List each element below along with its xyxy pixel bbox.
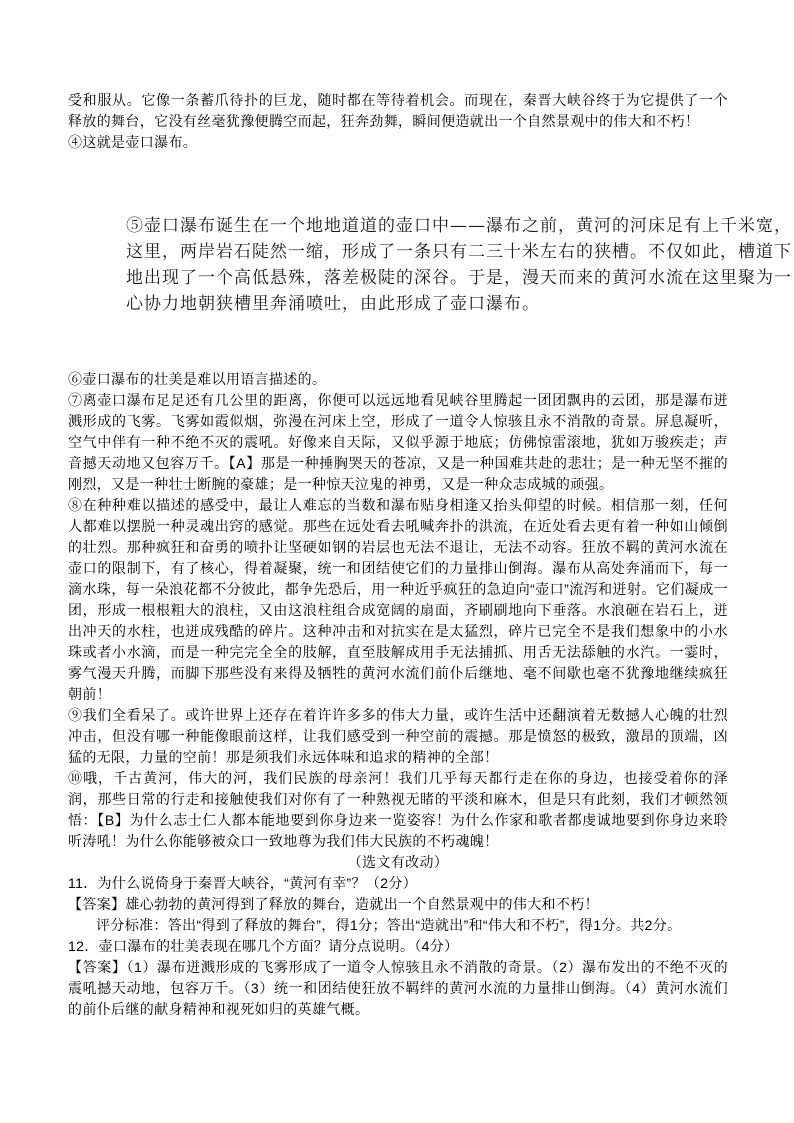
answer-11: 【答案】雄心勃勃的黄河得到了释放的舞台，造就出一个自然景观中的伟大和不朽！ (68, 896, 599, 912)
document-content (68, 90, 792, 1020)
quote-line-1: ⑤壶口瀑布诞生在一个地地道道的壶口中——瀑布之前，黄河的河床足有上千米宽， (126, 216, 792, 236)
continuation-paragraph: 受和服从。它像一条蓄爪待扑的巨龙，随时都在等待着机会。而现在，秦晋大峡谷终于为它提供了一个释放的舞台，它没有丝毫犹豫便腾空而起，狂奔劲舞，瞬间便造就出一个自然景观中的伟大和不朽！ (68, 92, 728, 129)
answer-12: 【答案】（1）瀑布迸溅形成的飞雾形成了一道令人惊骇且永不消散的奇景。（2）瀑布发出的不绝不灭的震吼撼天动地，包容万千。（3）统一和团结使狂放不羁绊的黄河水流的力量排山倒海。（4）黄河水流们的前仆后继的献身精神和视死如归的英雄气概。 (68, 959, 728, 1017)
question-11: 11．为什么说倚身于秦晋大峡谷，“黄河有幸”？（2分） (68, 875, 418, 891)
paragraph-7: ⑦离壶口瀑布足足还有几公里的距离，你便可以远远地看见峡谷里腾起一团团飘冉的云团，那是瀑布迸溅形成的飞雾。飞雾如霞似烟，弥漫在河床上空，形成了一道令人惊骇且永不消散的奇景。屏息凝听，空气中伴有一种不绝不灭的震吼。好像来自天际，又似乎源于地底；仿佛惊雷滚地，犹如万骏疾走；声音撼天动地又包容万千。【A】那是一种捶胸哭天的苍凉，又是一种国难共赴的悲壮；是一种无坚不摧的刚烈，又是一种壮士断腕的豪雄；是一种惊天泣鬼的神勇，又是一种众志成城的顽强。 (68, 392, 728, 492)
paragraph-10: ⑩哦，千古黄河，伟大的河，我们民族的母亲河！我们几乎每天都行走在你的身边，也接受着你的泽润，那些日常的行走和接触使我们对你有了一种熟视无睹的平淡和麻木，但是只有此刻，我们才顿然领悟：【B】为什么志士仁人都本能地要到你身边来一览姿容！为什么作家和歌者都虔诚地要到你身边来聆听涛吼！为什么你能够被众口一致地尊为我们伟大民族的不朽魂魄！ (68, 770, 728, 849)
paragraph-4: ④这就是壶口瀑布。 (68, 134, 198, 150)
question-12: 12．壶口瀑布的壮美表现在哪几个方面？请分点说明。（4分） (68, 938, 459, 954)
quote-line-3: 地出现了一个高低悬殊，落差极陡的深谷。于是，漫天而来的黄河水流在这里聚为一 (126, 268, 792, 288)
source-note: （选文有改动） (347, 854, 449, 870)
paragraph-8: ⑧在种种难以描述的感受中，最让人难忘的当数和瀑布贴身相逢又抬头仰望的时候。相信那一刻，任何人都难以摆脱一种灵魂出窍的感觉。那些在远处看去吼喊奔扑的洪流，在近处看去更有着一种如山倾倒的壮烈。那种疯狂和奋勇的喷扑让坚硬如钢的岩层也无法不退让，无法不动容。狂放不羁的黄河水流在壶口的限制下，有了核心，得着凝聚，统一和团结使它们的力量排山倒海。瀑布从高处奔涌而下，每一滴水珠，每一朵浪花都不分彼此，都争先恐后，用一种近乎疯狂的急迫向“壶口”流泻和迸射。它们凝成一团，形成一根根粗大的浪柱，又由这浪柱组合成宽阔的扇面，齐刷刷地向下垂落。水浪砸在岩石上，迸出冲天的水柱，也迸成残酷的碎片。这种冲击和对抗实在是太猛烈，碎片已完全不是我们想象中的小水珠或者小水滴，而是一种完完全全的肢解，直至肢解成用手无法捕抓、用舌无法舔触的水汽。一霎时，雾气漫天升腾，而脚下那些没有来得及牺牲的黄河水流们前仆后继地、毫不间歇也毫不犹豫地继续疯狂朝前！ (68, 497, 728, 702)
scoring-standard-11: 评分标准：答出“得到了释放的舞台”，得1分；答出“造就出”和“伟大和不朽”，得1分。共2分。 (96, 917, 682, 933)
paragraph-9: ⑨我们全看呆了。或许世界上还存在着许许多多的伟大力量，或许生活中还翻演着无数撼人心魄的壮烈冲击，但没有哪一种能像眼前这样，让我们感受到一种空前的震撼。那是愤怒的极致，激昂的顶端，凶猛的无限，力量的空前！那是须我们永远体味和追求的精神的全部！ (68, 707, 728, 765)
quote-image-block (126, 213, 792, 317)
paragraph-6: ⑥壶口瀑布的壮美是难以用语言描述的。 (68, 371, 327, 387)
quote-line-2: 这里，两岸岩石陡然一缩，形成了一条只有二三十米左右的狭槽。不仅如此，槽道下 (126, 242, 792, 262)
quote-line-4: 心协力地朝狭槽里奔涌喷吐，由此形成了壶口瀑布。 (126, 294, 540, 314)
